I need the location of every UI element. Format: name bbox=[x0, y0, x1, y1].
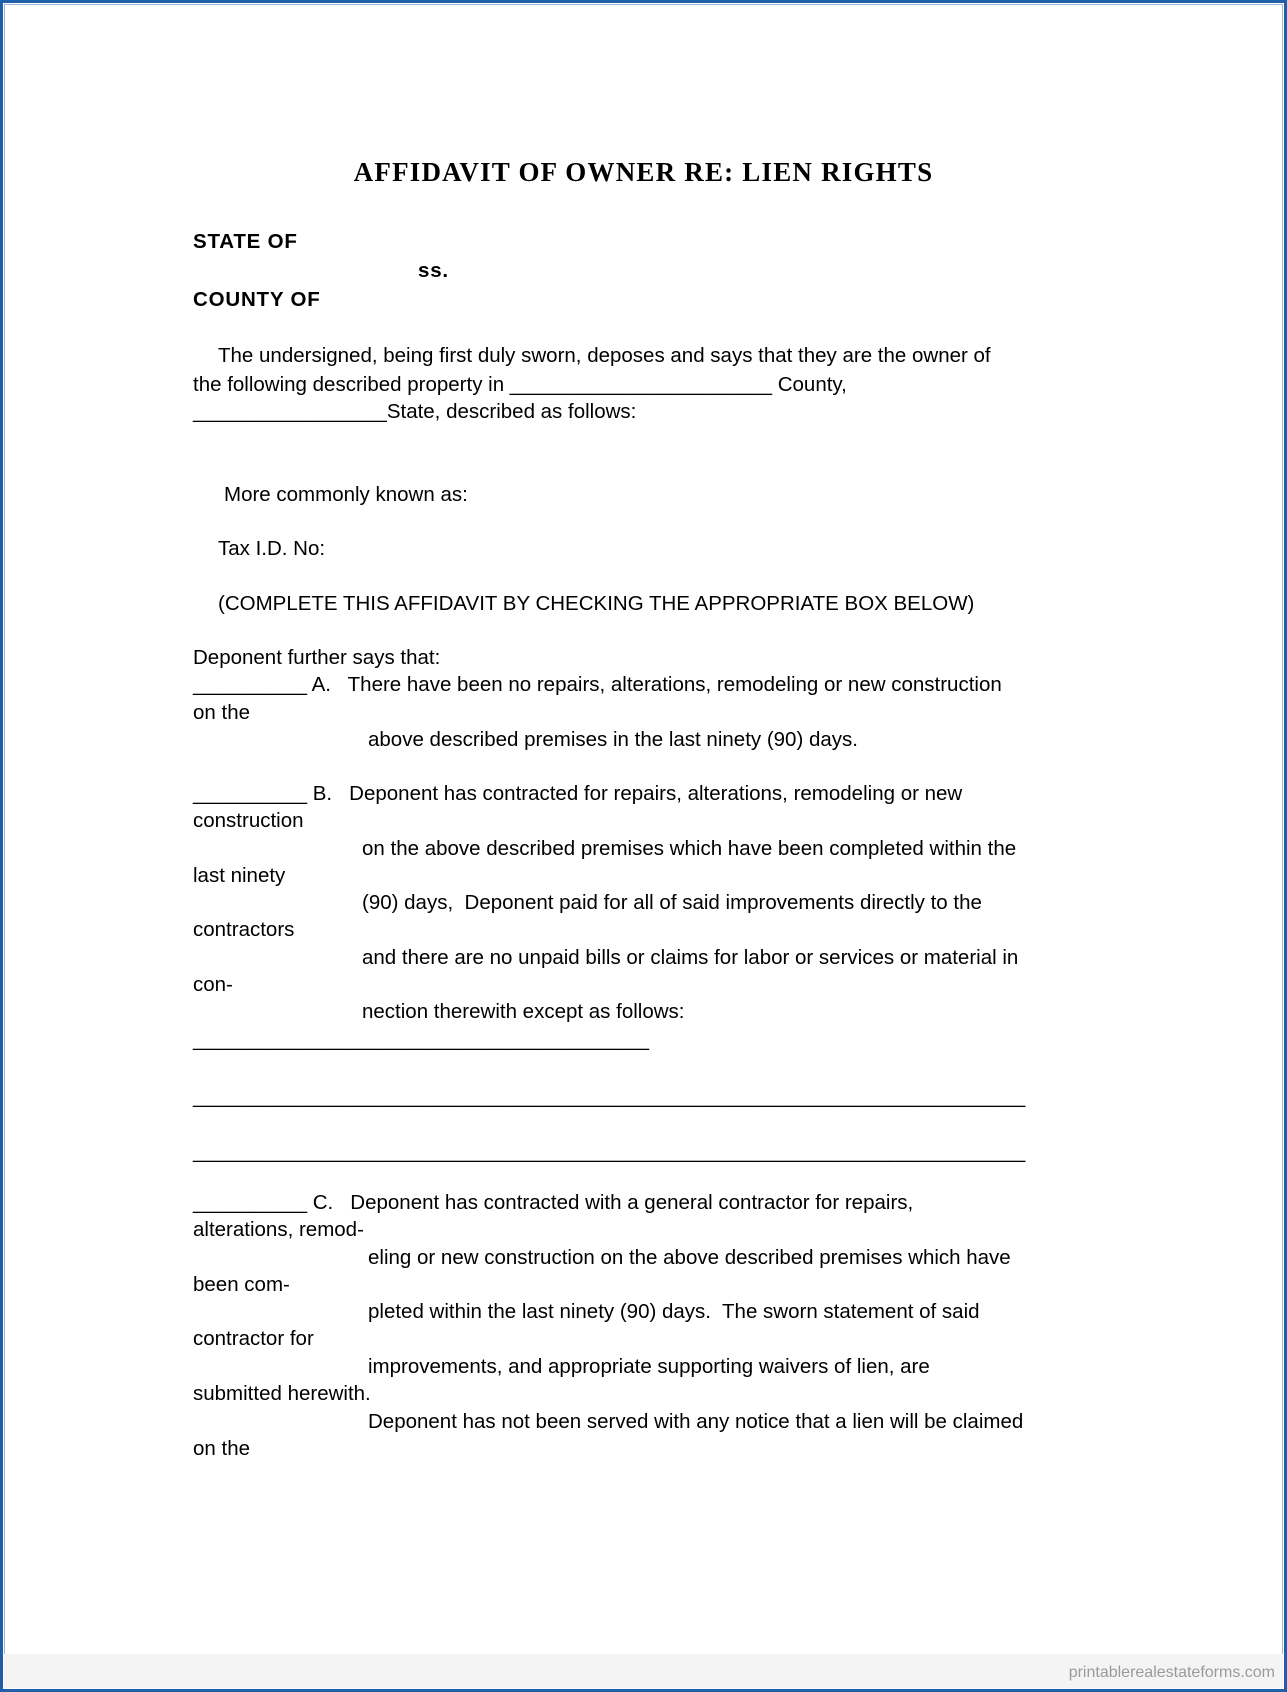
option-c-line-4: been com- bbox=[193, 1273, 290, 1296]
instruction-text: (COMPLETE THIS AFFIDAVIT BY CHECKING THE APPROPRIATE BOX BELOW) bbox=[218, 592, 975, 615]
option-c-line-1: __________ C. Deponent has contracted with a general contractor for repairs, bbox=[193, 1191, 914, 1214]
option-b-line-8: con- bbox=[193, 973, 233, 996]
option-b-line-2: construction bbox=[193, 809, 304, 832]
option-b-line-9: nection therewith except as follows: bbox=[362, 1000, 685, 1023]
option-b-blank-2: _________________________________________________________________________ bbox=[193, 1085, 1026, 1108]
option-a-line-2: on the bbox=[193, 701, 250, 724]
option-b-line-4: last ninety bbox=[193, 864, 286, 887]
option-b-line-7: and there are no unpaid bills or claims for labor or services or material in bbox=[362, 946, 1019, 969]
county-label: COUNTY OF bbox=[193, 288, 321, 311]
option-c-line-10: on the bbox=[193, 1437, 250, 1460]
option-a-line-1: __________ A. There have been no repairs, alterations, remodeling or new construction bbox=[193, 673, 1002, 696]
intro-line-2: the following described property in _______________________ County, bbox=[193, 373, 847, 396]
option-c-line-8: submitted herewith. bbox=[193, 1382, 371, 1405]
option-a-line-3: above described premises in the last ninety (90) days. bbox=[368, 728, 858, 751]
option-b-line-1: __________ B. Deponent has contracted for repairs, alterations, remodeling or new bbox=[193, 782, 963, 805]
ss-label: ss. bbox=[418, 259, 449, 282]
option-c-line-3: eling or new construction on the above described premises which have bbox=[368, 1246, 1011, 1269]
tax-id-label: Tax I.D. No: bbox=[218, 537, 326, 560]
option-c-line-7: improvements, and appropriate supporting waivers of lien, are bbox=[368, 1355, 930, 1378]
option-c-line-2: alterations, remod- bbox=[193, 1218, 364, 1241]
intro-line-3: _________________State, described as follows: bbox=[193, 400, 637, 423]
state-label: STATE OF bbox=[193, 230, 298, 253]
option-b-line-3: on the above described premises which have been completed within the bbox=[362, 837, 1017, 860]
document-title: AFFIDAVIT OF OWNER RE: LIEN RIGHTS bbox=[353, 157, 934, 187]
intro-line-1: The undersigned, being first duly sworn, deposes and says that they are the owner of bbox=[218, 344, 991, 367]
option-c-line-9: Deponent has not been served with any notice that a lien will be claimed bbox=[368, 1410, 1024, 1433]
option-b-line-5: (90) days, Deponent paid for all of said improvements directly to the bbox=[362, 891, 982, 914]
option-c-line-5: pleted within the last ninety (90) days. The sworn statement of said bbox=[368, 1300, 980, 1323]
deponent-says: Deponent further says that: bbox=[193, 646, 441, 669]
option-c-line-6: contractor for bbox=[193, 1327, 314, 1350]
site-watermark: printablerealestateforms.com bbox=[1068, 1664, 1275, 1681]
known-as-label: More commonly known as: bbox=[224, 483, 468, 506]
option-b-blank-3: _________________________________________________________________________ bbox=[193, 1140, 1026, 1163]
option-b-line-6: contractors bbox=[193, 918, 295, 941]
option-b-blank-1: ________________________________________ bbox=[193, 1028, 650, 1051]
